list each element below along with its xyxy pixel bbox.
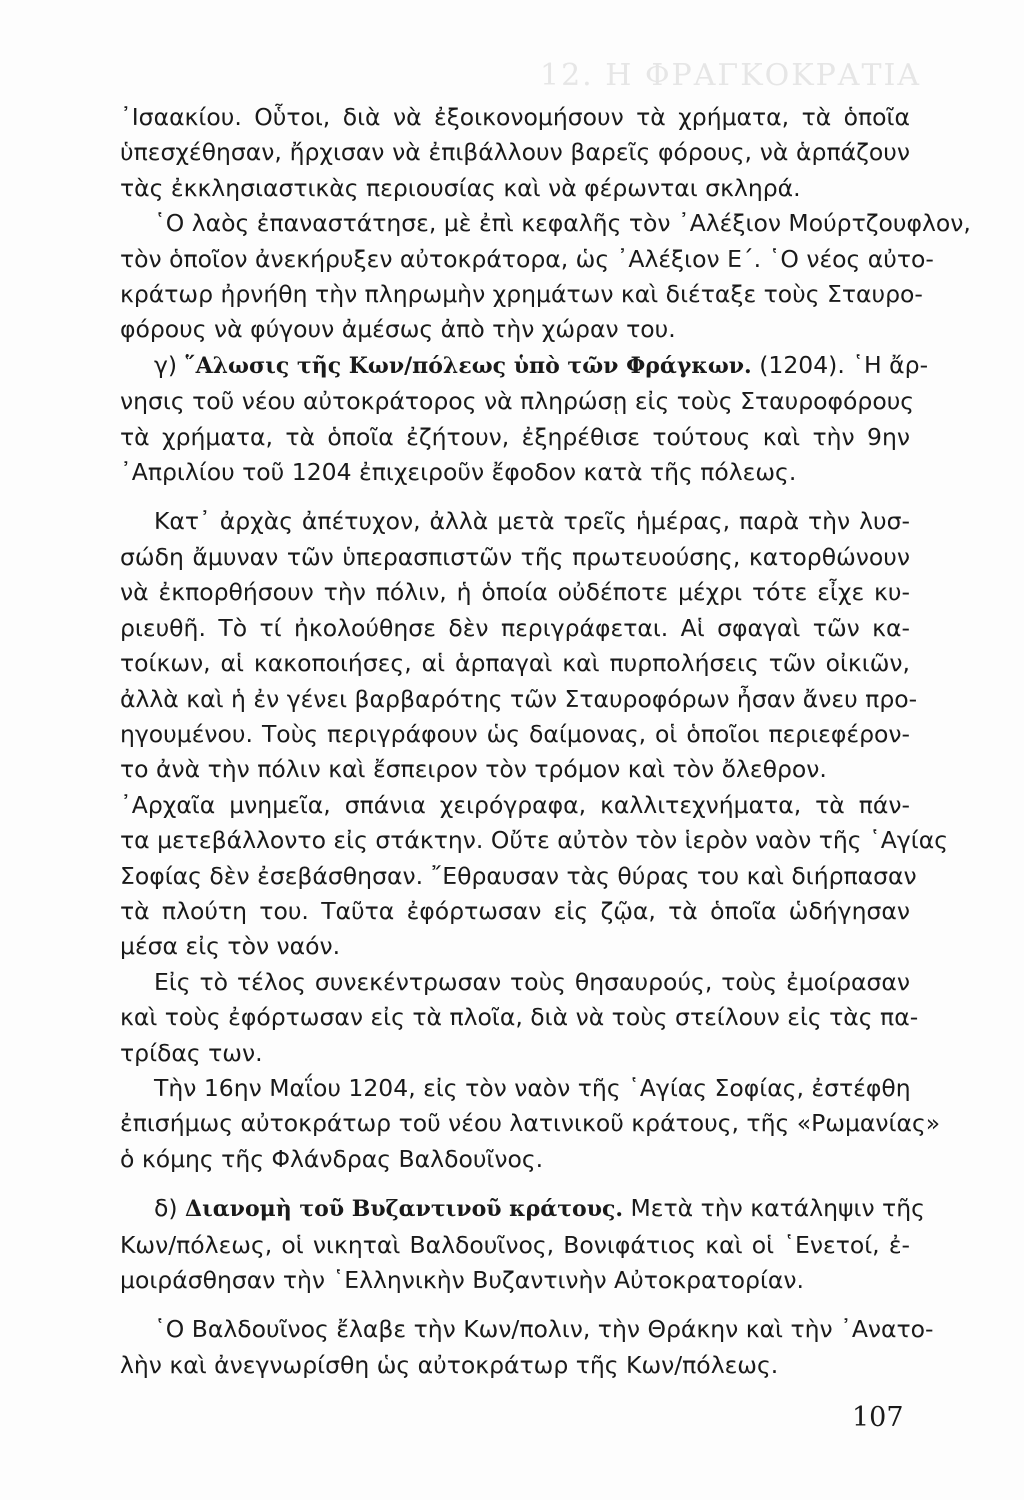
section-heading-line [120, 348, 929, 384]
text-line: ἀλλὰ καὶ ἡ ἐν γένει βαρβαρότης τῶν Σταυροφόρων ἦσαν ἄνευ προ- [120, 684, 918, 713]
text-line: ὁ κόμης τῆς Φλάνδρας Βαλδουῖνος. [120, 1144, 544, 1173]
section-heading-line [120, 1191, 925, 1227]
text-line: ἐπισήμως αὐτοκράτωρ τοῦ νέου λατινικοῦ κράτους, τῆς «Ρωμανίας» [120, 1109, 941, 1138]
text-line: λὴν καὶ ἀνεγνωρίσθη ὡς αὐτοκράτωρ τῆς Κων/πόλεως. [120, 1350, 779, 1379]
section-marker: δ) [154, 1194, 178, 1223]
text-line: κράτωρ ἠρνήθη τὴν πληρωμὴν χρημάτων καὶ διέταξε τοὺς Σταυρο- [120, 280, 923, 309]
body-text [120, 100, 971, 1383]
section-heading: ῞Αλωσις τῆς Κων/πόλεως ὑπὸ τῶν Φράγκων. [184, 352, 752, 379]
text-line: το ἀνὰ τὴν πόλιν καὶ ἔσπειρον τὸν τρόμον καὶ τὸν ὄλεθρον. [120, 755, 827, 784]
text-line: Τὴν 16ην Μαΐου 1204, εἰς τὸν ναὸν τῆς ῾Αγίας Σοφίας, ἐστέφθη [154, 1073, 911, 1102]
text-line: καὶ τοὺς ἐφόρτωσαν εἰς τὰ πλοῖα, διὰ νὰ τοὺς στείλουν εἰς τὰς πα- [120, 1003, 919, 1032]
text-line: τρίδας των. [120, 1038, 263, 1067]
text-line: μέσα εἰς τὸν ναόν. [120, 932, 341, 961]
text-line: τὰ χρήματα, τὰ ὁποῖα ἐζήτουν, ἐξηρέθισε τούτους καὶ τὴν 9ην [120, 422, 910, 451]
text-line: τοίκων, αἱ κακοποιήσες, αἱ ἁρπαγαὶ καὶ πυρπολήσεις τῶν οἰκιῶν, [120, 649, 910, 678]
text-line: Κων/πόλεως, οἱ νικηταὶ Βαλδουῖνος, Βονιφάτιος καὶ οἱ ῾Ενετοί, ἐ- [120, 1230, 910, 1259]
text-line: φόρους νὰ φύγουν ἀμέσως ἀπὸ τὴν χώραν του. [120, 315, 676, 344]
text-line: νησις τοῦ νέου αὐτοκράτορος νὰ πληρώσῃ εἰς τοὺς Σταυροφόρους [120, 387, 915, 416]
text-fragment: Μετὰ τὴν κατάληψιν τῆς [630, 1194, 925, 1223]
text-line: ῾Ο λαὸς ἐπαναστάτησε, μὲ ἐπὶ κεφαλῆς τὸν ᾿Αλέξιον Μούρτζουφλον, [154, 209, 971, 238]
text-line: Κατ᾿ ἀρχὰς ἀπέτυχον, ἀλλὰ μετὰ τρεῖς ἡμέρας, παρὰ τὴν λυσ- [154, 507, 910, 536]
text-fragment: (1204). ῾Η ἄρ- [759, 350, 929, 379]
text-line: τα μετεβάλλοντο εἰς στάκτην. Οὔτε αὐτὸν τὸν ἱερὸν ναὸν τῆς ῾Αγίας [120, 826, 948, 855]
text-line: τὰ πλούτη του. Ταῦτα ἐφόρτωσαν εἰς ζῷα, τὰ ὁποῖα ὡδήγησαν [120, 896, 910, 925]
section-heading: Διανομὴ τοῦ Βυζαντινοῦ κράτους. [185, 1196, 624, 1223]
text-line: ᾿Απριλίου τοῦ 1204 ἐπιχειροῦν ἔφοδον κατὰ τῆς πόλεως. [120, 458, 797, 487]
text-line: νὰ ἐκπορθήσουν τὴν πόλιν, ἡ ὁποία οὐδέποτε μέχρι τότε εἶχε κυ- [120, 578, 910, 607]
text-line: τὰς ἐκκλησιαστικὰς περιουσίας καὶ νὰ φέρωνται σκληρά. [120, 173, 801, 202]
text-line: ᾿Αρχαῖα μνημεῖα, σπάνια χειρόγραφα, καλλιτεχνήματα, τὰ πάν- [120, 790, 910, 819]
page-number: 107 [852, 1402, 904, 1433]
text-line: ῾Ο Βαλδουῖνος ἔλαβε τὴν Κων/πολιν, τὴν Θράκην καὶ τὴν ᾿Ανατο- [154, 1315, 934, 1344]
text-line: ριευθῆ. Τὸ τί ἠκολούθησε δὲν περιγράφεται. Αἱ σφαγαὶ τῶν κα- [120, 613, 910, 642]
bleed-through-running-head: 12. Η ΦΡΑΓΚΟΚΡΑΤΙΑ [540, 58, 921, 93]
text-line: μοιράσθησαν τὴν ῾Ελληνικὴν Βυζαντινὴν Αὐτοκρατορίαν. [120, 1266, 804, 1294]
section-marker: γ) [154, 350, 178, 379]
text-line: ηγουμένου. Τοὺς περιγράφουν ὡς δαίμονας, οἱ ὁποῖοι περιεφέρον- [120, 719, 910, 748]
text-line: τὸν ὁποῖον ἀνεκήρυξεν αὐτοκράτορα, ὡς ᾿Αλέξιον Ε΄. ῾Ο νέος αὐτο- [120, 244, 934, 273]
text-line: Εἰς τὸ τέλος συνεκέντρωσαν τοὺς θησαυρούς, τοὺς ἐμοίρασαν [154, 967, 910, 996]
text-line: σώδη ἄμυναν τῶν ὑπερασπιστῶν τῆς πρωτευούσης, κατορθώνουν [120, 542, 910, 571]
text-line: ᾿Ισαακίου. Οὗτοι, διὰ νὰ ἐξοικονομήσουν τὰ χρήματα, τὰ ὁποῖα [120, 103, 910, 131]
text-line: Σοφίας δὲν ἐσεβάσθησαν. ῎Εθραυσαν τὰς θύρας του καὶ διήρπασαν [120, 861, 917, 890]
text-line: ὑπεσχέθησαν, ἤρχισαν νὰ ἐπιβάλλουν βαρεῖς φόρους, νὰ ἁρπάζουν [120, 138, 910, 167]
